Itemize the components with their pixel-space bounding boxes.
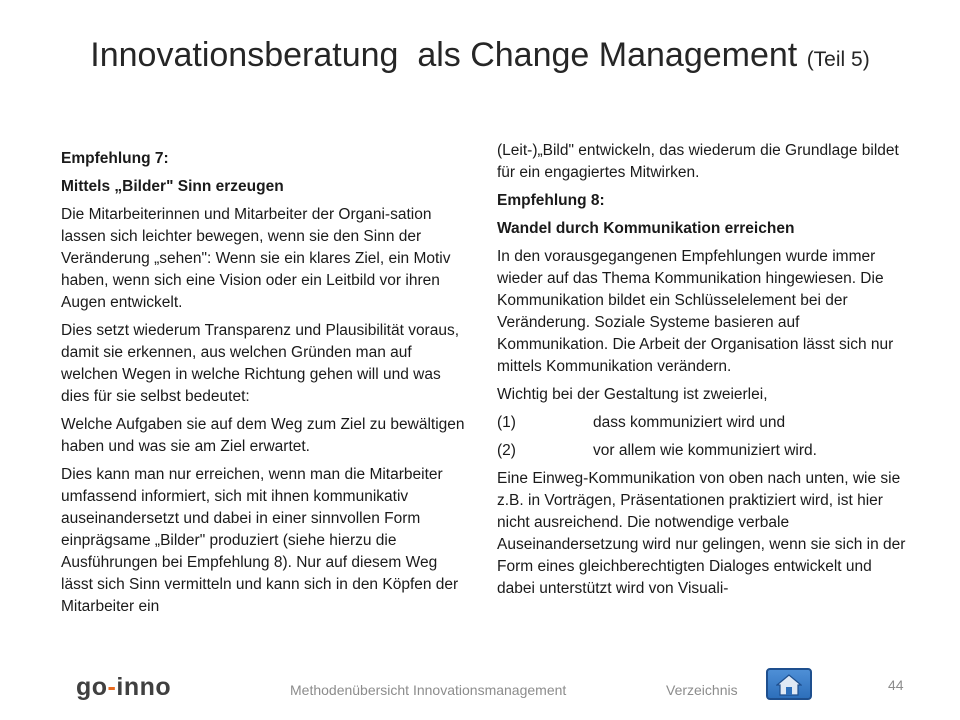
right-column [497, 140, 911, 606]
recommendation-7-subheading: Mittels „Bilder" Sinn erzeugen [61, 178, 284, 195]
logo-text-go: go [76, 673, 108, 701]
left-paragraph-4: Dies kann man nur erreichen, wenn man die Mitarbeiter umfassend informiert, sich mit ihnen kommunikativ auseinandersetzt und dabei in einer sinnvollen Form einprägsame „Bilder" produziert (siehe hierzu die Ausführungen bei Empfehlung 8). Nur auf diesem Weg lässt sich Sinn vermitteln und kann sich in den Köpfen der Mitarbeiter ein [61, 466, 459, 615]
left-paragraph-1: Die Mitarbeiterinnen und Mitarbeiter der Organi-sation lassen sich leichter bewegen, wenn sie den Sinn der Veränderung „sehen": Wenn sie ein klares Ziel, ein Motiv haben, wenn sich eine Vision oder ein Leitbild vor ihren Augen entwickelt. [61, 206, 451, 311]
list-item-number: (1) [497, 414, 516, 431]
page-number: 44 [888, 677, 904, 693]
right-paragraph-1: In den vorausgegangenen Empfehlungen wurde immer wieder auf das Thema Kommunikation hingewiesen. Die Kommunikation bildet ein Schlüsselelement bei der Veränderung. Soziale Systeme basieren auf Kommunikation. Die Arbeit der Organisation lässt sich nur mittels Kommunikation verändern. [497, 248, 894, 375]
page-title [0, 36, 960, 75]
title-main: Innovationsberatung als Change Management [90, 36, 798, 74]
list-item-number: (2) [497, 442, 516, 459]
recommendation-7-heading: Empfehlung 7: [61, 150, 169, 167]
left-paragraph-3: Welche Aufgaben sie auf dem Weg zum Ziel zu bewältigen haben und was sie am Ziel erwartet. [61, 416, 465, 455]
left-column [61, 148, 465, 624]
title-suffix: (Teil 5) [806, 48, 870, 71]
logo-text-inno: inno [116, 673, 172, 701]
right-paragraph-3: Eine Einweg-Kommunikation von oben nach unten, wie sie z.B. in Vorträgen, Präsentationen praktiziert wird, ist hier nicht ausreichend. Die notwendige verbale Auseinandersetzung wird nur gelingen, wenn sie sich in der Form eines gleichberechtigten Dialoges entwickelt und dabei unterstützt wird von Visuali- [497, 470, 906, 597]
right-intro: (Leit-)„Bild" entwickeln, das wiederum die Grundlage bildet für ein engagiertes Mitwirken. [497, 142, 899, 181]
recommendation-8-heading: Empfehlung 8: [497, 192, 605, 209]
left-paragraph-2: Dies setzt wiederum Transparenz und Plausibilität voraus, damit sie erkennen, aus welchen Gründen man auf welchen Wegen in welche Richtung gehen will und was dies für sie selbst bedeutet: [61, 322, 460, 405]
list-item [497, 412, 911, 434]
right-paragraph-2: Wichtig bei der Gestaltung ist zweierlei, [497, 386, 768, 403]
recommendation-8-subheading: Wandel durch Kommunikation erreichen [497, 220, 795, 237]
list-item-text: dass kommuniziert wird und [593, 414, 786, 431]
go-inno-logo [76, 673, 171, 702]
home-button[interactable] [766, 668, 812, 700]
index-link[interactable]: Verzeichnis [666, 682, 738, 698]
logo-dash: - [107, 673, 117, 701]
methods-overview-link[interactable]: Methodenübersicht Innovationsmanagement [290, 682, 567, 698]
list-item-text: vor allem wie kommuniziert wird. [593, 442, 817, 459]
list-item [497, 440, 911, 462]
home-icon [776, 673, 802, 697]
